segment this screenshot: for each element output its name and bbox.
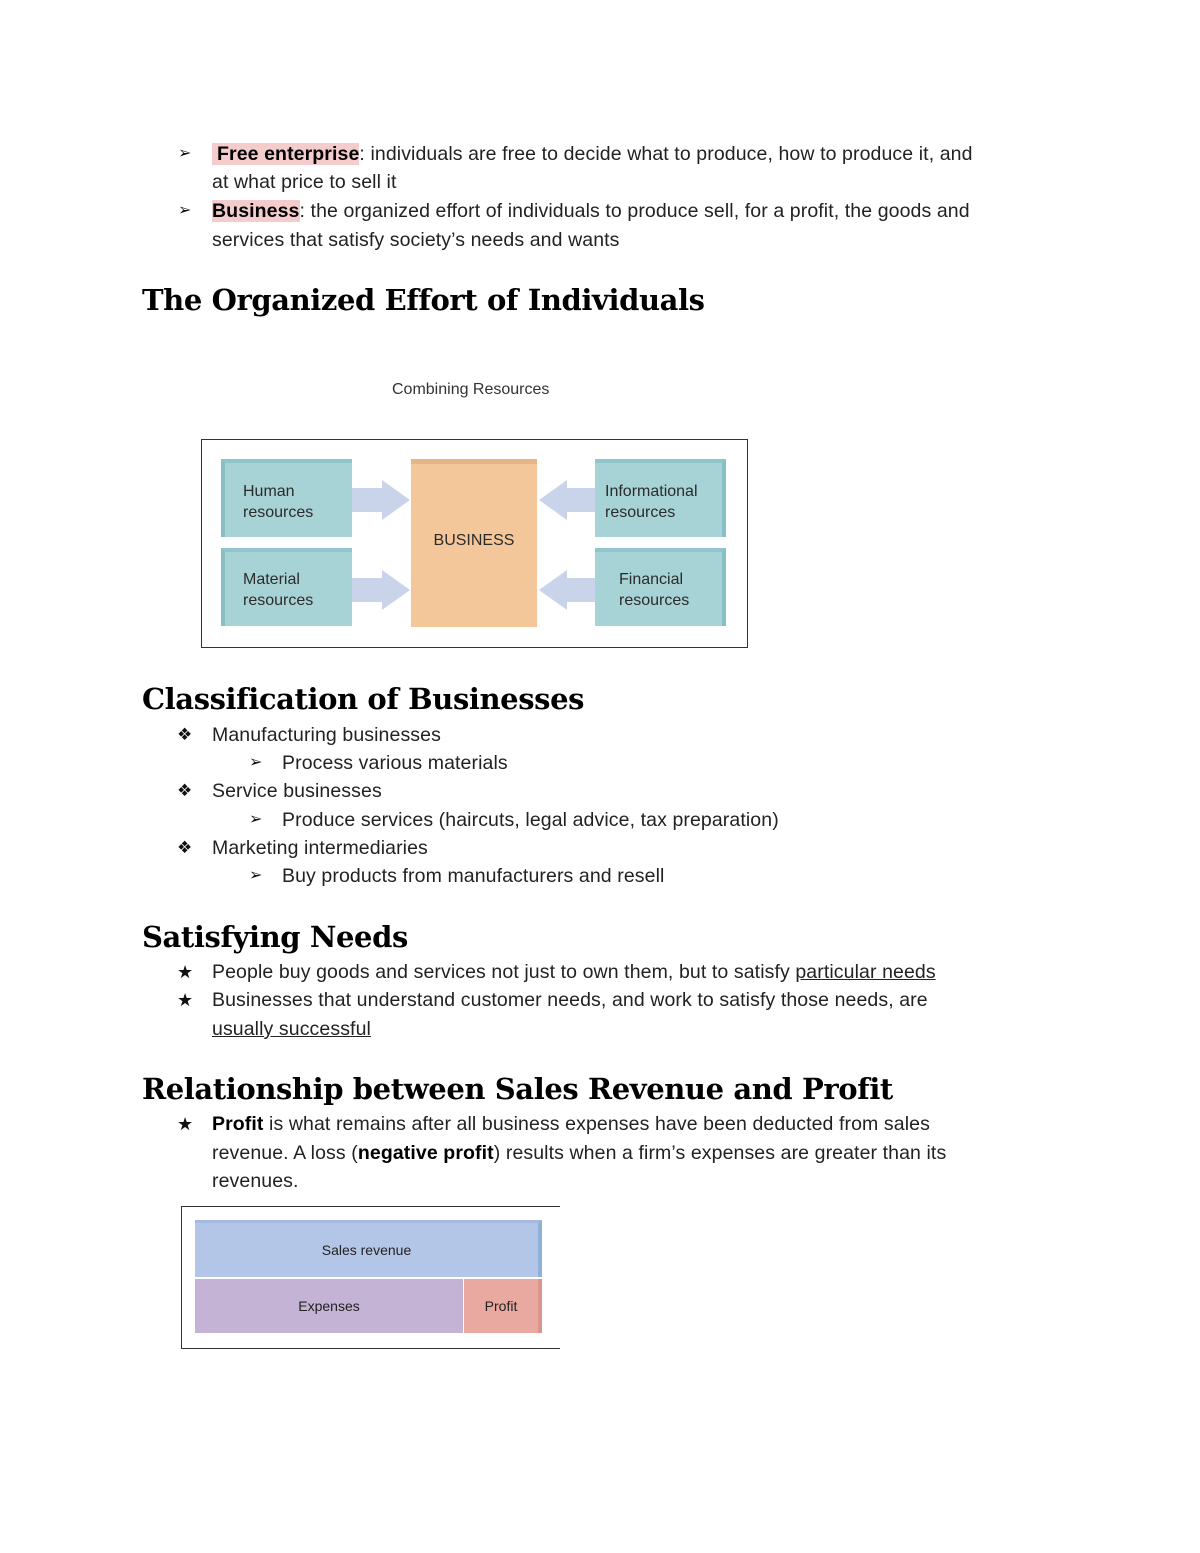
list-item: Service businesses bbox=[212, 780, 382, 802]
definition-text: : individuals are free to decide what to produce, how to produce it, and bbox=[359, 143, 973, 165]
sub-list-item: Process various materials bbox=[282, 752, 508, 774]
underlined-text: particular needs bbox=[795, 961, 936, 983]
list-item-continued bbox=[212, 1139, 946, 1168]
star-bullet-icon: ★ bbox=[177, 1114, 194, 1134]
list-item: Marketing intermediaries bbox=[212, 837, 428, 859]
heading-organized-effort: The Organized Effort of Individuals bbox=[142, 283, 705, 317]
box-label: Human bbox=[243, 483, 295, 500]
term-free-enterprise: Free enterprise bbox=[212, 143, 359, 165]
star-bullet-icon: ★ bbox=[177, 962, 194, 982]
term-negative-profit: negative profit bbox=[357, 1142, 494, 1164]
sales-revenue-bar: Sales revenue bbox=[195, 1220, 542, 1277]
diamond-bullet-icon: ❖ bbox=[177, 725, 193, 744]
underlined-text: usually successful bbox=[212, 1018, 371, 1040]
list-item bbox=[212, 1110, 930, 1139]
diagram-caption: Combining Resources bbox=[392, 381, 550, 398]
definition-business bbox=[212, 197, 970, 226]
term-business: Business bbox=[212, 200, 300, 222]
human-resources-box bbox=[221, 459, 352, 537]
sales-revenue-diagram bbox=[181, 1206, 560, 1349]
informational-resources-box bbox=[595, 459, 726, 537]
sub-list-item: Produce services (haircuts, legal advice, tax preparation) bbox=[282, 809, 779, 831]
arrow-right-icon bbox=[352, 570, 410, 610]
term-profit: Profit bbox=[212, 1113, 264, 1135]
box-label: Informational bbox=[605, 483, 698, 500]
expenses-bar: Expenses bbox=[195, 1279, 463, 1333]
star-bullet-icon: ★ bbox=[177, 990, 194, 1010]
item-text: revenue. A loss ( bbox=[212, 1142, 358, 1164]
heading-sales-revenue-profit: Relationship between Sales Revenue and Profit bbox=[142, 1072, 893, 1106]
list-item-continued bbox=[212, 1015, 371, 1044]
arrow-bullet-icon: ➢ bbox=[178, 202, 192, 219]
arrow-bullet-icon: ➢ bbox=[178, 145, 192, 162]
heading-classification: Classification of Businesses bbox=[142, 682, 585, 716]
box-label: resources bbox=[605, 504, 676, 521]
box-label: resources bbox=[243, 592, 314, 609]
financial-resources-box bbox=[595, 548, 726, 626]
box-label: resources bbox=[619, 592, 690, 609]
heading-satisfying-needs: Satisfying Needs bbox=[142, 920, 408, 954]
list-item bbox=[212, 958, 936, 987]
sub-list-item: Buy products from manufacturers and resell bbox=[282, 865, 665, 887]
box-label: Financial bbox=[619, 571, 684, 588]
box-label: resources bbox=[243, 504, 314, 521]
diamond-bullet-icon: ❖ bbox=[177, 838, 193, 857]
diamond-bullet-icon: ❖ bbox=[177, 781, 193, 800]
business-label: BUSINESS bbox=[433, 532, 515, 549]
combining-resources-diagram bbox=[201, 439, 748, 648]
business-box bbox=[411, 459, 537, 627]
arrow-left-icon bbox=[539, 480, 595, 520]
arrow-bullet-icon: ➢ bbox=[249, 754, 263, 771]
arrow-left-icon bbox=[539, 570, 595, 610]
definition-free-enterprise bbox=[212, 140, 973, 169]
definition-text: : the organized effort of individuals to produce sell, for a profit, the goods and bbox=[299, 200, 970, 222]
arrow-bullet-icon: ➢ bbox=[249, 867, 263, 884]
profit-bar: Profit bbox=[464, 1279, 542, 1333]
list-item-continued: revenues. bbox=[212, 1170, 299, 1192]
item-text: People buy goods and services not just to own them, but to satisfy bbox=[212, 961, 796, 983]
item-text: ) results when a firm’s expenses are greater than its bbox=[493, 1142, 947, 1164]
item-text: is what remains after all business expenses have been deducted from sales bbox=[263, 1113, 930, 1135]
arrow-right-icon bbox=[352, 480, 410, 520]
definition-text-continued: services that satisfy society’s needs and wants bbox=[212, 229, 620, 251]
box-label: Material bbox=[243, 571, 300, 588]
material-resources-box bbox=[221, 548, 352, 626]
list-item: Businesses that understand customer needs, and work to satisfy those needs, are bbox=[212, 989, 928, 1011]
list-item: Manufacturing businesses bbox=[212, 724, 441, 746]
arrow-bullet-icon: ➢ bbox=[249, 811, 263, 828]
definition-text-continued: at what price to sell it bbox=[212, 171, 397, 193]
